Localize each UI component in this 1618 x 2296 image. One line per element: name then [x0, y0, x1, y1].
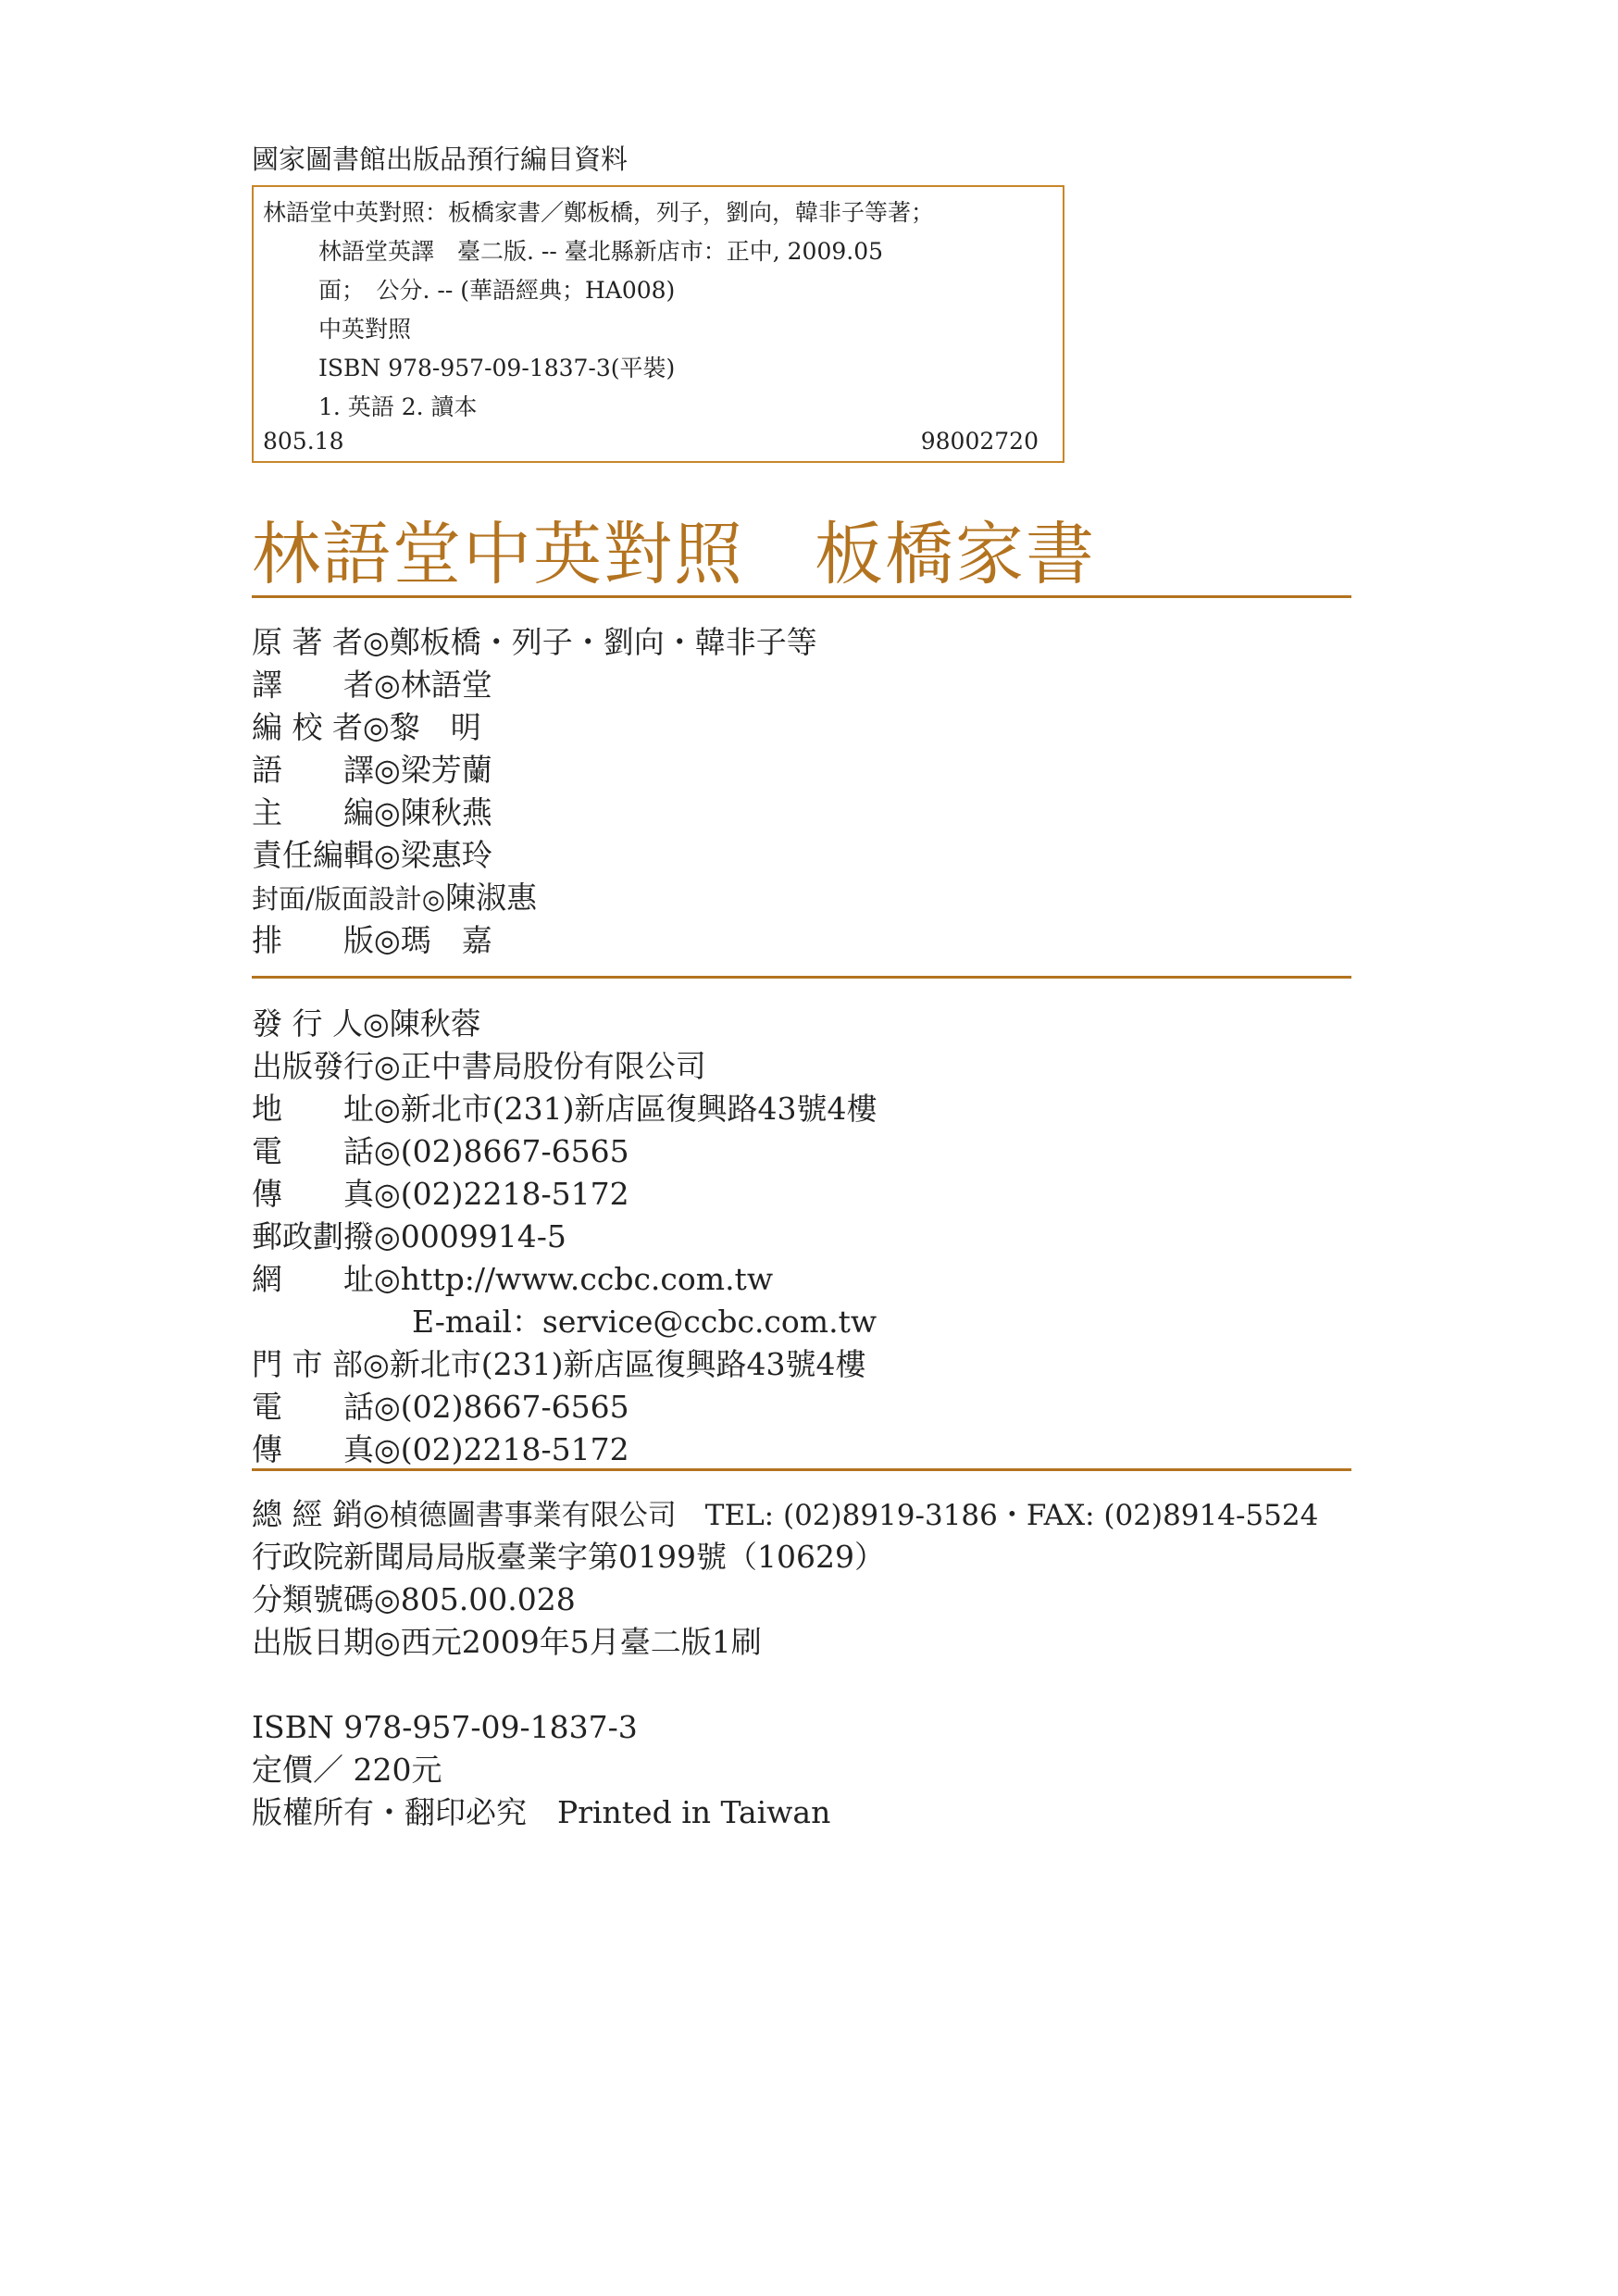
credit-value: 黎 明 [389, 709, 481, 745]
publisher-row [252, 1259, 773, 1300]
credit-label: 排 版◎ [252, 922, 401, 958]
publisher-value: 陳秋蓉 [389, 1005, 481, 1042]
credit-row [252, 622, 817, 663]
publisher-label: 出版發行◎ [252, 1048, 401, 1084]
distribution-label: 總 經 銷◎ [252, 1496, 390, 1532]
cip-line-5: ISBN 978-957-09-1837-3(平裝) [318, 355, 676, 381]
credit-value: 瑪 嘉 [400, 922, 492, 958]
publisher-value: (02)2218-5172 [400, 1431, 629, 1467]
distribution-label: 分類號碼◎ [252, 1581, 401, 1617]
credit-label: 封面/版面設計◎ [252, 883, 446, 915]
credit-row [252, 707, 481, 748]
credit-label: 譯 者◎ [252, 667, 401, 703]
publisher-label: 網 址◎ [252, 1261, 401, 1297]
credit-value: 梁芳蘭 [400, 752, 492, 788]
distribution-row [252, 1622, 762, 1663]
credit-value: 陳淑惠 [445, 880, 538, 916]
book-title: 林語堂中英對照 板橋家書 [252, 515, 1096, 594]
credit-value: 鄭板橋・列子・劉向・韓非子等 [389, 624, 817, 660]
cip-line-4: 中英對照 [318, 316, 412, 343]
publisher-value: 新北市(231)新店區復興路43號4樓 [400, 1091, 877, 1127]
publisher-value: (02)2218-5172 [400, 1176, 629, 1212]
publisher-label: 電 話◎ [252, 1133, 401, 1169]
distribution-label: 出版日期◎ [252, 1624, 401, 1660]
credit-value: 梁惠玲 [400, 837, 492, 873]
distribution-value: 楨德圖書事業有限公司 TEL: (02)8919-3186・FAX: (02)8914-5524 [389, 1499, 1319, 1532]
distribution-row [252, 1579, 576, 1620]
credit-row [252, 920, 492, 961]
distribution-value: 行政院新聞局局版臺業字第0199號（10629） [252, 1539, 885, 1575]
cip-line-2: 林語堂英譯 臺二版. -- 臺北縣新店市：正中, 2009.05 [318, 238, 884, 265]
title-divider [252, 595, 1351, 598]
publisher-value: 正中書局股份有限公司 [400, 1048, 706, 1084]
credits-divider [252, 976, 1351, 979]
publisher-row [252, 1131, 629, 1172]
cip-heading: 國家圖書館出版品預行編目資料 [252, 144, 629, 175]
email-link[interactable]: E-mail：service@ccbc.com.tw [412, 1304, 877, 1340]
publisher-label: 郵政劃撥◎ [252, 1218, 401, 1254]
cip-record-box [252, 185, 1064, 463]
publisher-row [252, 1004, 481, 1044]
cip-line-3: 面； 公分. -- (華語經典；HA008) [318, 277, 676, 304]
credit-label: 主 編◎ [252, 794, 401, 830]
credit-row [252, 665, 492, 705]
publisher-row [252, 1217, 566, 1257]
credit-label: 語 譯◎ [252, 752, 401, 788]
publisher-divider [252, 1468, 1351, 1471]
distribution-value: 805.00.028 [400, 1581, 576, 1617]
publisher-row [252, 1046, 706, 1087]
cip-line-1: 林語堂中英對照：板橋家書／鄭板橋，列子，劉向，韓非子等著； [263, 199, 935, 226]
price: 定價／ 220元 [252, 1752, 442, 1788]
publisher-value: (02)8667-6565 [400, 1389, 629, 1425]
distribution-row [252, 1494, 1318, 1535]
publisher-label: 地 址◎ [252, 1091, 401, 1127]
website-link[interactable]: http://www.ccbc.com.tw [400, 1261, 774, 1297]
credit-value: 陳秋燕 [400, 794, 492, 830]
credit-row [252, 835, 492, 876]
isbn: ISBN 978-957-09-1837-3 [252, 1709, 638, 1745]
publisher-row [252, 1429, 629, 1470]
publisher-value: 0009914-5 [400, 1218, 566, 1254]
publisher-row [252, 1089, 877, 1129]
credit-row [252, 792, 492, 833]
credit-value: 林語堂 [400, 667, 492, 703]
publisher-label: 電 話◎ [252, 1389, 401, 1425]
publisher-label: 傳 真◎ [252, 1176, 401, 1212]
credit-row [252, 878, 537, 918]
publisher-row [252, 1387, 629, 1428]
publisher-row [252, 1344, 866, 1385]
publisher-row [252, 1174, 629, 1215]
publisher-value: 新北市(231)新店區復興路43號4樓 [389, 1346, 866, 1382]
credit-label: 原 著 者◎ [252, 624, 390, 660]
cip-line-6: 1. 英語 2. 讀本 [318, 393, 478, 420]
publisher-label: 傳 真◎ [252, 1431, 401, 1467]
publisher-value: (02)8667-6565 [400, 1133, 629, 1169]
copyright-notice: 版權所有・翻印必究 Printed in Taiwan [252, 1794, 831, 1830]
publisher-label: 門 市 部◎ [252, 1346, 390, 1382]
distribution-value: 西元2009年5月臺二版1刷 [400, 1624, 762, 1660]
credit-row [252, 750, 492, 791]
credit-label: 責任編輯◎ [252, 837, 401, 873]
publisher-label: 發 行 人◎ [252, 1005, 390, 1042]
cip-record-number: 98002720 [920, 428, 1039, 455]
distribution-row [252, 1537, 885, 1578]
credit-label: 編 校 者◎ [252, 709, 390, 745]
publisher-row [412, 1302, 877, 1342]
cip-class-number: 805.18 [263, 428, 344, 455]
